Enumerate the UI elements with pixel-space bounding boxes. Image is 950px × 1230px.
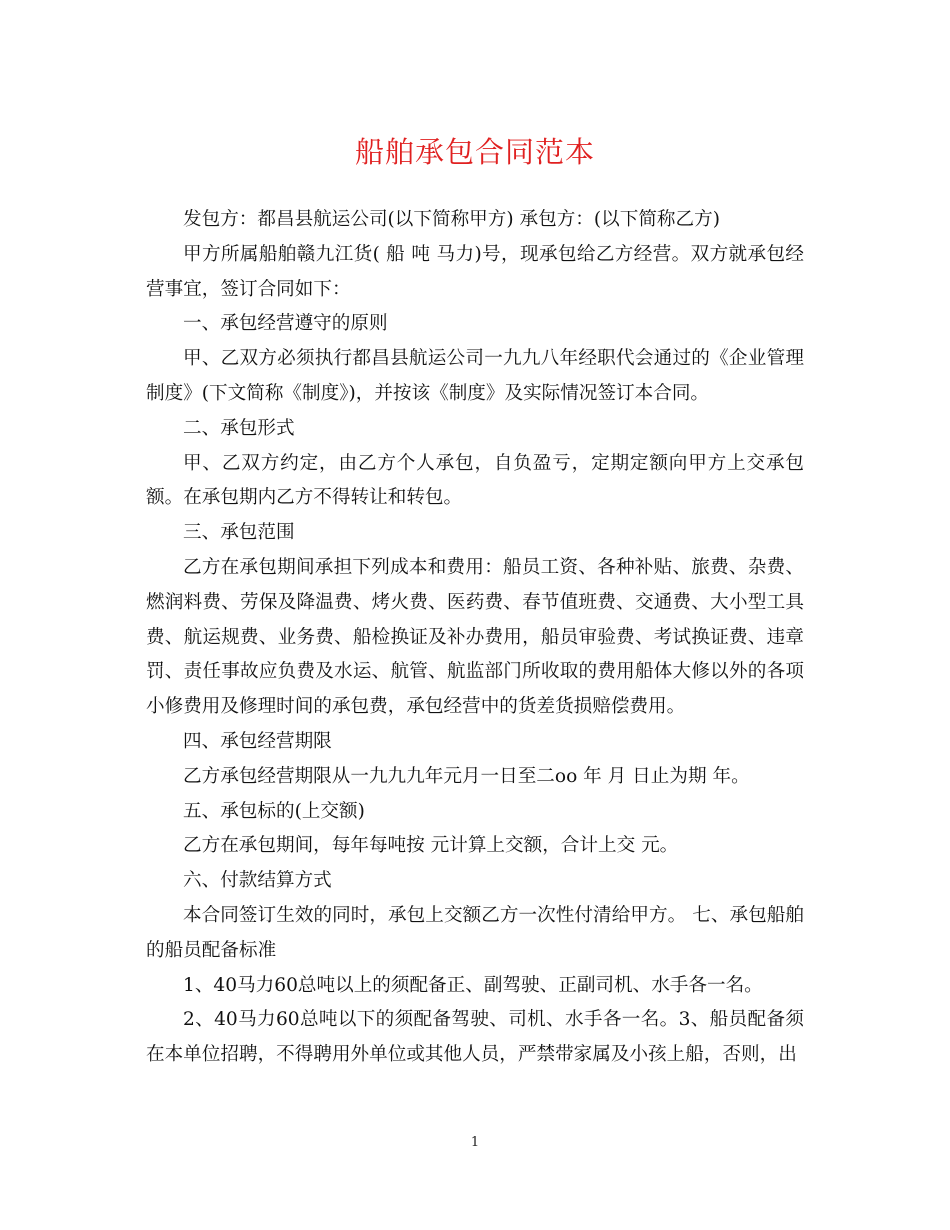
paragraph-form: 甲、乙双方约定，由乙方个人承包，自负盈亏，定期定额向甲方上交承包额。在承包期内乙方不得转让和转包。 — [146, 452, 804, 509]
paragraph-scope: 乙方在承包期间承担下列成本和费用：船员工资、各种补贴、旅费、杂费、燃润料费、劳保及降温费、烤火费、医药费、春节值班费、交通费、大小型工具费、航运规费、业务费、船检换证及补办费用，船员审验费、考试换证费、违章罚、责任事故应负费及水运、航管、航监部门所收取的费用船体大修以外的各项小修费用及修理时间的承包费，承包经营中的货差货损赔偿费用。 — [146, 556, 804, 718]
section-heading-2: 二、承包形式 — [183, 417, 295, 439]
section-heading-4: 四、承包经营期限 — [183, 730, 332, 752]
paragraph-crew-1: 1、40马力60总吨以上的须配备正、副驾驶、正副司机、水手各一名。 — [183, 974, 763, 996]
document-body — [146, 203, 804, 1073]
section-heading-1: 一、承包经营遵守的原则 — [183, 313, 388, 335]
document-title: 船舶承包合同范本 — [354, 135, 595, 169]
section-heading-5: 五、承包标的(上交额) — [183, 800, 365, 822]
paragraph-principles: 甲、乙双方必须执行都昌县航运公司一九九八年经职代会通过的《企业管理制度》(下文简称《制度》)，并按该《制度》及实际情况签订本合同。 — [146, 348, 804, 404]
paragraph-term: 乙方承包经营期限从一九九九年元月一日至二oo 年 月 日止为期 年。 — [183, 765, 750, 787]
page-number: 1 — [470, 1135, 480, 1150]
section-heading-6: 六、付款结算方式 — [183, 870, 332, 892]
section-heading-3: 三、承包范围 — [183, 522, 295, 544]
paragraph-payment: 本合同签订生效的同时，承包上交额乙方一次性付清给甲方。 七、承包船舶的船员配备标准 — [146, 904, 804, 961]
paragraph-amount: 乙方在承包期间，每年每吨按 元计算上交额，合计上交 元。 — [183, 835, 679, 857]
paragraph-parties: 发包方：都昌县航运公司(以下简称甲方) 承包方：(以下简称乙方) — [183, 209, 720, 230]
paragraph-intro: 甲方所属船舶赣九江货( 船 吨 马力)号，现承包给乙方经营。双方就承包经营事宜，签订合同如下： — [146, 243, 804, 300]
paragraph-crew-2: 2、40马力60总吨以下的须配备驾驶、司机、水手各一名。3、船员配备须在本单位招聘，不得聘用外单位或其他人员，严禁带家属及小孩上船，否则，出 — [146, 1009, 804, 1066]
